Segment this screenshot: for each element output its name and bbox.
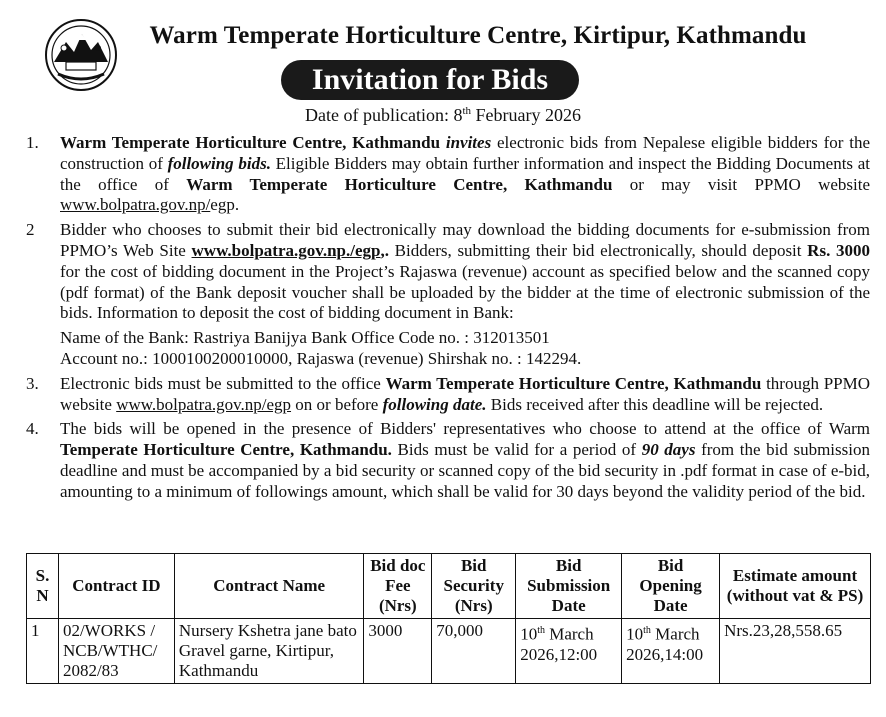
cell-submission-date: 10th March 2026,12:00 — [516, 619, 622, 684]
publication-date: Date of publication: 8th February 2026 — [304, 105, 581, 125]
item-number: 2 — [26, 220, 35, 240]
notice-item-2: 2 Bidder who chooses to submit their bid electronically may download the bidding documents for e-submission from PPMO’s Web Site www.bolpatra.gov.np./egp,. Bidders, submitting their bid electronically, should deposit Rs. 3000 for the cost of bidding document in the Project’s Rajaswa (revenue) account as specified below and the scanned copy (pdf format) of the Bank deposit voucher shall be uploaded by the bidder at the time of electronic submission of the bids. Information to deposit the cost of bidding document in Bank: — [26, 220, 870, 323]
bank-details — [22, 328, 870, 370]
invitation-banner: Invitation for Bids — [281, 60, 579, 100]
bids-table — [26, 553, 871, 684]
header-contract-id: Contract ID — [58, 554, 174, 619]
cell-contract-id: 02/WORKS / NCB/WTHC/ 2082/83 — [58, 619, 174, 684]
cell-bid-doc-fee: 3000 — [364, 619, 432, 684]
table-header-row — [27, 554, 871, 619]
ppmo-egp-link[interactable]: www.bolpatra.gov.np/egp — [116, 394, 292, 414]
header-opening-date: Bid Opening Date — [622, 554, 720, 619]
cell-opening-date: 10th March 2026,14:00 — [622, 619, 720, 684]
table-row — [27, 619, 871, 684]
ppmo-link[interactable]: www.bolpatra.gov.np/ — [60, 195, 211, 215]
cell-bid-security: 70,000 — [432, 619, 516, 684]
cell-estimate-amount: Nrs.23,28,558.65 — [720, 619, 871, 684]
header-submission-date: Bid Submission Date — [516, 554, 622, 619]
item-number: 3. — [26, 373, 39, 393]
item-number: 4. — [26, 419, 39, 439]
notice-item-1: 1. Warm Temperate Horticulture Centre, Kathmandu invites electronic bids from Nepalese eligible bidders for the construction of following bids. Eligible Bidders may obtain further information and inspect the Bidding Documents at the office of Warm Temperate Horticulture Centre, Kathmandu or may visit PPMO website www.bolpatra.gov.np/egp. — [26, 133, 871, 215]
notice-item-3: 3. Electronic bids must be submitted to the office Warm Temperate Horticulture Centre, Kathmandu through PPMO website www.bolpatra.gov.np/egp on or before following date. Bids received after this deadline will be rejected. — [26, 373, 871, 414]
header-estimate-amount: Estimate amount (without vat & PS) — [720, 554, 871, 619]
bank-name-line: Name of the Bank: Rastriya Banijya Bank Office Code no. : 312013501 — [60, 328, 550, 348]
organization-title: Warm Temperate Horticulture Centre, Kirtipur, Kathmandu — [149, 22, 807, 49]
bank-account-line: Account no.: 1000100200010000, Rajaswa (revenue) Shirshak no. : 142294. — [60, 348, 582, 368]
item-number: 1. — [26, 133, 39, 152]
cell-sn: 1 — [27, 619, 59, 684]
header-bid-doc-fee: Bid doc Fee (Nrs) — [364, 554, 432, 619]
ppmo-egp-link[interactable]: www.bolpatra.gov.np./egp — [191, 240, 381, 260]
header-sn: S. N — [27, 554, 59, 619]
cell-contract-name: Nursery Kshetra jane bato Gravel garne, Kirtipur, Kathmandu — [174, 619, 364, 684]
header-bid-security: Bid Security (Nrs) — [432, 554, 516, 619]
notice-items — [22, 133, 870, 507]
header-contract-name: Contract Name — [174, 554, 364, 619]
notice-item-4: 4. The bids will be opened in the presence of Bidders' representatives who choose to attend at the office of Warm Temperate Horticulture Centre, Kathmandu. Bids must be valid for a period of 90 days from the bid submission deadline and must be accompanied by a bid security or scanned copy of the bid security in .pdf format in case of e-bid, amounting to a minimum of followings amount, which shall be valid for 30 days beyond the validity period of the bid. — [26, 419, 870, 501]
government-emblem-icon — [44, 18, 118, 92]
